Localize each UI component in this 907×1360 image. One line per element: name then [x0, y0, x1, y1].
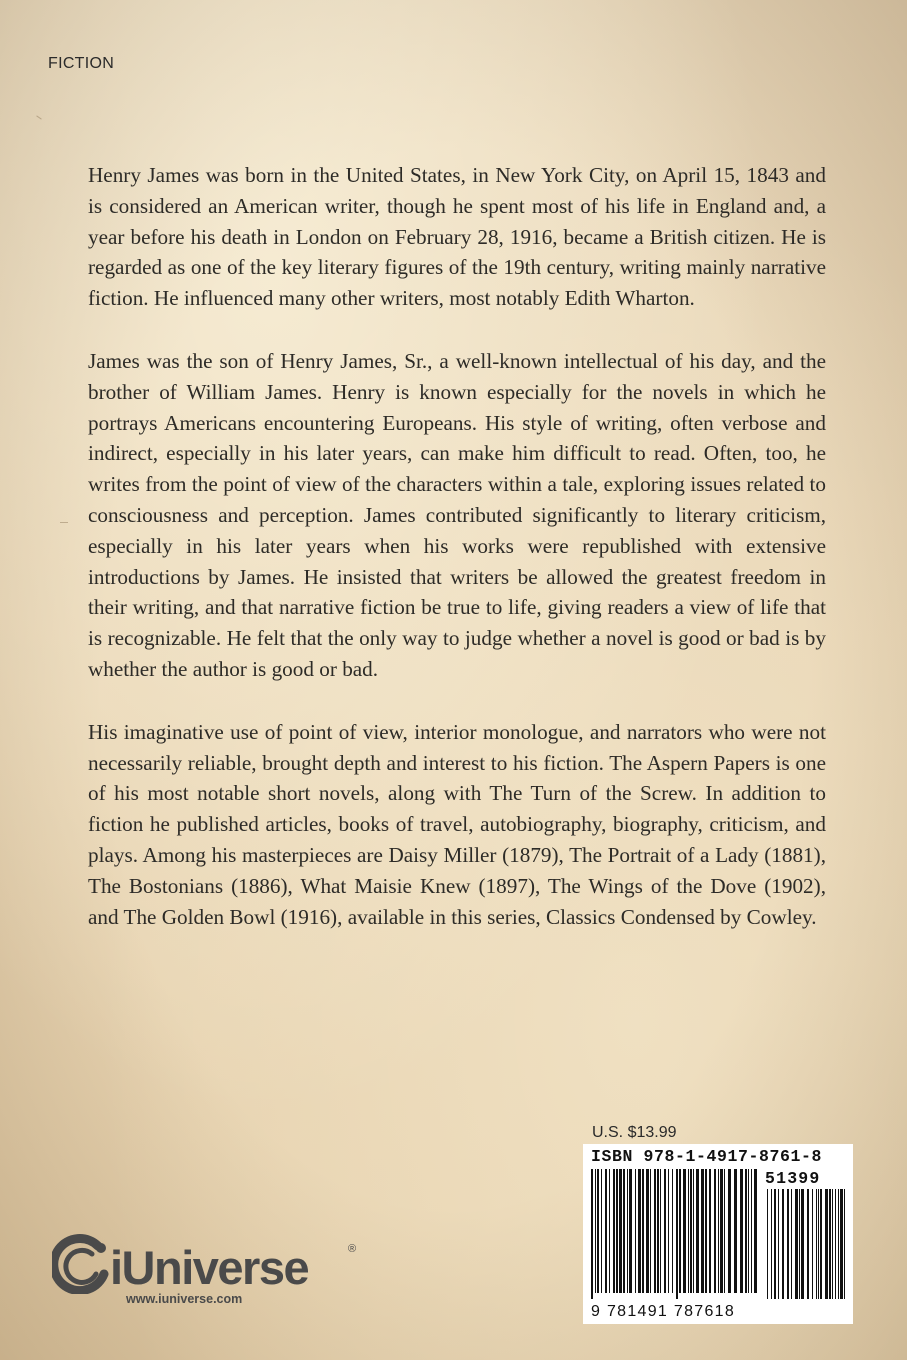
blurb-text [88, 160, 826, 964]
blurb-paragraph-3: His imaginative use of point of view, interior monologue, and narrators who were not necessarily reliable, brought depth and interest to his fiction. The Aspern Papers is one of his most notable short novels, along with The Turn of the Screw. In addition to fiction he published articles, books of travel, autobiography, biography, criticism, and plays. Among his masterpieces are Daisy Miller (1879), The Portrait of a Lady (1881), The Bostonians (1886), What Maisie Knew (1897), The Wings of the Dove (1902), and The Golden Bowl (1916), available in this series, Classics Condensed by Cowley. [88, 719, 826, 929]
isbn-label: ISBN 978-1-4917-8761-8 [591, 1147, 823, 1166]
price-code: 51399 [765, 1169, 821, 1188]
paper-speck [60, 522, 68, 523]
publisher-url[interactable]: www.iuniverse.com [126, 1292, 243, 1306]
price-label: U.S. $13.99 [592, 1124, 677, 1141]
isbn-barcode-box [583, 1144, 853, 1324]
blurb-paragraph-1: Henry James was born in the United States, in New York City, on April 15, 1843 and is considered an American writer, though he spent most of his life in England and, a year before his death in London on February 28, 1916, became a British citizen. He is regarded as one of the key literary figures of the 19th century, writing mainly narrative fiction. He influenced many other writers, most notably Edith Wharton. [88, 163, 826, 311]
barcode-bars-icon [589, 1169, 849, 1303]
iuniverse-swirl-icon [52, 1234, 112, 1294]
registered-mark: ® [348, 1243, 357, 1255]
category-label: FICTION [48, 55, 115, 72]
barcode-digits: 9 781491 787618 [591, 1303, 736, 1320]
blurb-paragraph-2: James was the son of Henry James, Sr., a well-known intellectual of his day, and the brother of William James. Henry is known especially for the novels in which he portrays Americans encountering Europeans. His style of writing, often verbose and indirect, especially in his later years, can make him difficult to read. Often, too, he writes from the point of view of the characters within a tale, exploring issues related to consciousness and perception. James contributed significantly to literary criticism, especially in his later years when his works were republished with extensive introductions by James. He insisted that writers be allowed the greatest freedom in their writing, and that narrative fiction be true to life, giving readers a view of life that is recognizable. He felt that the only way to judge whether a novel is good or bad is by whether the author is good or bad. [88, 348, 826, 681]
paper-speck [36, 115, 41, 119]
publisher-name: iUniverse [110, 1241, 309, 1294]
